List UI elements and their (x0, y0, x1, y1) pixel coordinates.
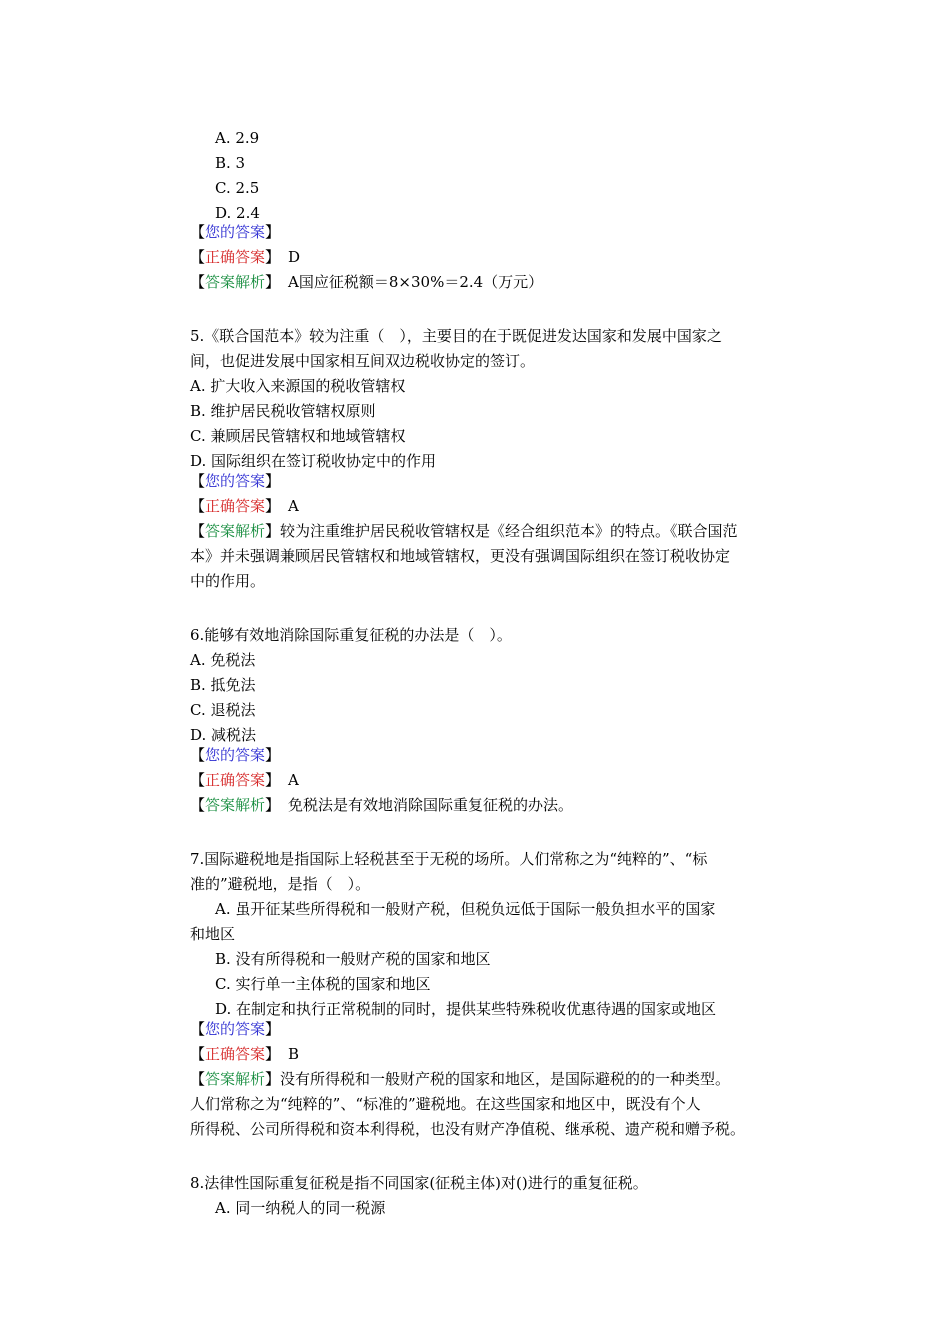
q5-option-d: D. 国际组织在签订税收协定中的作用 (190, 452, 437, 470)
q7-stem-line2: 准的”避税地，是指（ ）。 (190, 875, 371, 893)
q5-stem-line2: 间，也促进发展中国家相互间双边税收协定的签订。 (190, 352, 536, 370)
q4-option-a: A. 2.9 (215, 129, 260, 147)
q5-option-b: B. 维护居民税收管辖权原则 (190, 402, 376, 420)
q7-explanation-line2: 人们常称之为“纯粹的”、“标准的”避税地。在这些国家和地区中，既没有个人 (190, 1095, 701, 1113)
q7-explanation-line3: 所得税、公司所得税和资本利得税，也没有财产净值税、继承税、遗产税和赠予税。 (190, 1120, 746, 1138)
q7-option-a-cont: 和地区 (190, 925, 236, 943)
q6-correct-answer: 【正确答案】 A (190, 771, 299, 789)
q6-option-b: B. 抵免法 (190, 676, 256, 694)
q7-option-d: D. 在制定和执行正常税制的同时，提供某些特殊税收优惠待遇的国家或地区 (215, 1000, 717, 1018)
q4-option-b: B. 3 (215, 154, 246, 172)
q5-option-a: A. 扩大收入来源国的税收管辖权 (190, 377, 406, 395)
q6-option-c: C. 退税法 (190, 701, 256, 719)
q5-correct-answer: 【正确答案】 A (190, 497, 299, 515)
q5-explanation-line3: 中的作用。 (190, 572, 266, 590)
q7-correct-answer: 【正确答案】 B (190, 1045, 300, 1063)
q4-correct-answer: 【正确答案】 D (190, 248, 301, 266)
q8-option-a: A. 同一纳税人的同一税源 (215, 1199, 386, 1217)
q6-option-d: D. 减税法 (190, 726, 257, 744)
q7-option-c: C. 实行单一主体税的国家和地区 (215, 975, 431, 993)
q5-your-answer: 【您的答案】 (190, 472, 281, 490)
q7-option-b: B. 没有所得税和一般财产税的国家和地区 (215, 950, 491, 968)
q6-explanation: 【答案解析】 免税法是有效地消除国际重复征税的办法。 (190, 796, 574, 814)
q7-stem-line1: 7.国际避税地是指国际上轻税甚至于无税的场所。人们常称之为“纯粹的”、“标 (190, 850, 708, 868)
q4-your-answer: 【您的答案】 (190, 223, 281, 241)
q8-stem: 8.法律性国际重复征税是指不同国家(征税主体)对()进行的重复征税。 (190, 1174, 648, 1192)
q4-option-c: C. 2.5 (215, 179, 260, 197)
q7-explanation-line1: 【答案解析】没有所得税和一般财产税的国家和地区，是国际避税的的一种类型。 (190, 1070, 731, 1088)
q5-explanation-line2: 本》并未强调兼顾居民管辖权和地域管辖权，更没有强调国际组织在签订税收协定 (190, 547, 731, 565)
q5-stem-line1: 5.《联合国范本》较为注重（ ），主要目的在于既促进发达国家和发展中国家之 (190, 327, 722, 345)
q4-option-d: D. 2.4 (215, 204, 260, 222)
q6-stem: 6.能够有效地消除国际重复征税的办法是（ ）。 (190, 626, 512, 644)
q4-explanation: 【答案解析】 A国应征税额＝8×30%＝2.4（万元） (190, 273, 544, 291)
q5-explanation-line1: 【答案解析】较为注重维护居民税收管辖权是《经合组织范本》的特点。《联合国范 (190, 522, 738, 540)
q7-your-answer: 【您的答案】 (190, 1020, 281, 1038)
q7-option-a: A. 虽开征某些所得税和一般财产税，但税负远低于国际一般负担水平的国家 (215, 900, 716, 918)
q6-your-answer: 【您的答案】 (190, 746, 281, 764)
q6-option-a: A. 免税法 (190, 651, 256, 669)
q5-option-c: C. 兼顾居民管辖权和地域管辖权 (190, 427, 406, 445)
